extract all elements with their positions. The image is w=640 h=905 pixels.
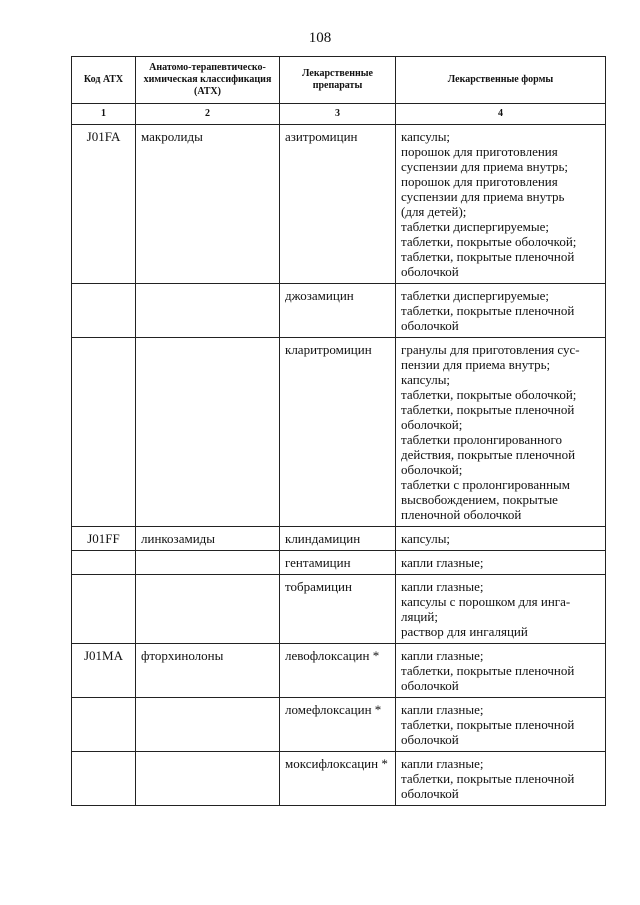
classification-cell [136, 284, 280, 338]
atc-code-cell [72, 752, 136, 806]
classification-cell: макролиды [136, 125, 280, 284]
dosage-form-line: таблетки, покрытые пленочной [401, 771, 575, 786]
table-row [72, 644, 606, 698]
atc-code-cell [72, 338, 136, 527]
dosage-form-line: гранулы для приготовления сус- [401, 342, 580, 357]
classification-cell [136, 551, 280, 575]
drug-name-cell: моксифлоксацин * [280, 752, 396, 806]
column-number: 1 [72, 104, 136, 125]
classification-cell [136, 698, 280, 752]
dosage-form-line: таблетки с пролонгированным [401, 477, 571, 492]
dosage-forms-cell [396, 575, 606, 644]
drug-name-cell: азитромицин [280, 125, 396, 284]
classification-cell [136, 752, 280, 806]
dosage-form-line: таблетки, покрытые пленочной [401, 249, 575, 264]
column-number-row [72, 104, 606, 125]
dosage-form-line: порошок для приготовления [401, 174, 558, 189]
column-number: 4 [396, 104, 606, 125]
atc-code-cell [72, 575, 136, 644]
dosage-forms-cell [396, 284, 606, 338]
atc-code-cell: J01FA [72, 125, 136, 284]
dosage-form-line: таблетки диспергируемые; [401, 219, 549, 234]
dosage-form-line: капсулы; [401, 129, 451, 144]
header-code: Код АТХ [72, 57, 136, 104]
dosage-form-line: капли глазные; [401, 579, 484, 594]
dosage-form-line: раствор для ингаляций [401, 624, 528, 639]
drug-name-cell: клиндамицин [280, 527, 396, 551]
dosage-form-line: капли глазные; [401, 756, 484, 771]
dosage-form-line: действия, покрытые пленочной [401, 447, 576, 462]
dosage-form-line: оболочкой [401, 318, 459, 333]
classification-cell [136, 575, 280, 644]
dosage-form-line: таблетки, покрытые пленочной [401, 717, 575, 732]
dosage-form-line: оболочкой [401, 678, 459, 693]
dosage-form-line: (для детей); [401, 204, 467, 219]
dosage-form-line: капли глазные; [401, 702, 484, 717]
dosage-form-line: капли глазные; [401, 648, 484, 663]
dosage-form-line: суспензии для приема внутрь [401, 189, 565, 204]
atc-code-cell [72, 698, 136, 752]
dosage-form-line: таблетки, покрытые пленочной [401, 663, 575, 678]
dosage-form-line: пленочной оболочкой [401, 507, 522, 522]
table-body [72, 125, 606, 806]
dosage-form-line: оболочкой; [401, 417, 463, 432]
drug-name-cell: джозамицин [280, 284, 396, 338]
dosage-form-line: оболочкой [401, 786, 459, 801]
header-drugs: Лекарственные препараты [280, 57, 396, 104]
dosage-form-line: капсулы с порошком для инга- [401, 594, 571, 609]
dosage-form-line: таблетки диспергируемые; [401, 288, 549, 303]
drug-name-cell: тобрамицин [280, 575, 396, 644]
atc-code-cell [72, 551, 136, 575]
table-row [72, 698, 606, 752]
table-row [72, 284, 606, 338]
dosage-form-line: пензии для приема внутрь; [401, 357, 551, 372]
header-row [72, 57, 606, 104]
classification-cell: линкозамиды [136, 527, 280, 551]
drug-name-cell: кларитромицин [280, 338, 396, 527]
atc-code-cell: J01MA [72, 644, 136, 698]
dosage-forms-cell [396, 338, 606, 527]
header-classification: Анатомо-терапевтическо-химическая классификация (АТХ) [136, 57, 280, 104]
dosage-form-line: высвобождением, покрытые [401, 492, 558, 507]
dosage-form-line: капсулы; [401, 372, 451, 387]
dosage-form-line: капли глазные; [401, 555, 484, 570]
classification-cell: фторхинолоны [136, 644, 280, 698]
dosage-forms-cell [396, 125, 606, 284]
table-row [72, 551, 606, 575]
table-row [72, 527, 606, 551]
drug-name-cell: ломефлоксацин * [280, 698, 396, 752]
drug-name-cell: левофлоксацин * [280, 644, 396, 698]
dosage-form-line: оболочкой [401, 264, 459, 279]
page-number: 108 [308, 30, 332, 46]
dosage-forms-cell [396, 527, 606, 551]
dosage-form-line: таблетки пролонгированного [401, 432, 563, 447]
dosage-form-line: оболочкой [401, 732, 459, 747]
dosage-forms-cell [396, 551, 606, 575]
dosage-form-line: суспензии для приема внутрь; [401, 159, 569, 174]
atc-code-cell [72, 284, 136, 338]
drug-classification-table [71, 56, 606, 806]
dosage-form-line: таблетки, покрытые пленочной [401, 303, 575, 318]
column-number: 3 [280, 104, 396, 125]
table-row [72, 575, 606, 644]
table-row [72, 125, 606, 284]
dosage-form-line: таблетки, покрытые оболочкой; [401, 234, 577, 249]
dosage-form-line: таблетки, покрытые оболочкой; [401, 387, 577, 402]
dosage-forms-cell [396, 752, 606, 806]
atc-code-cell: J01FF [72, 527, 136, 551]
dosage-form-line: капсулы; [401, 531, 451, 546]
drug-name-cell: гентамицин [280, 551, 396, 575]
dosage-form-line: таблетки, покрытые пленочной [401, 402, 575, 417]
header-forms: Лекарственные формы [396, 57, 606, 104]
table-row [72, 338, 606, 527]
dosage-form-line: оболочкой; [401, 462, 463, 477]
dosage-forms-cell [396, 644, 606, 698]
dosage-form-line: порошок для приготовления [401, 144, 558, 159]
classification-cell [136, 338, 280, 527]
dosage-forms-cell [396, 698, 606, 752]
column-number: 2 [136, 104, 280, 125]
table-row [72, 752, 606, 806]
dosage-form-line: ляций; [401, 609, 438, 624]
